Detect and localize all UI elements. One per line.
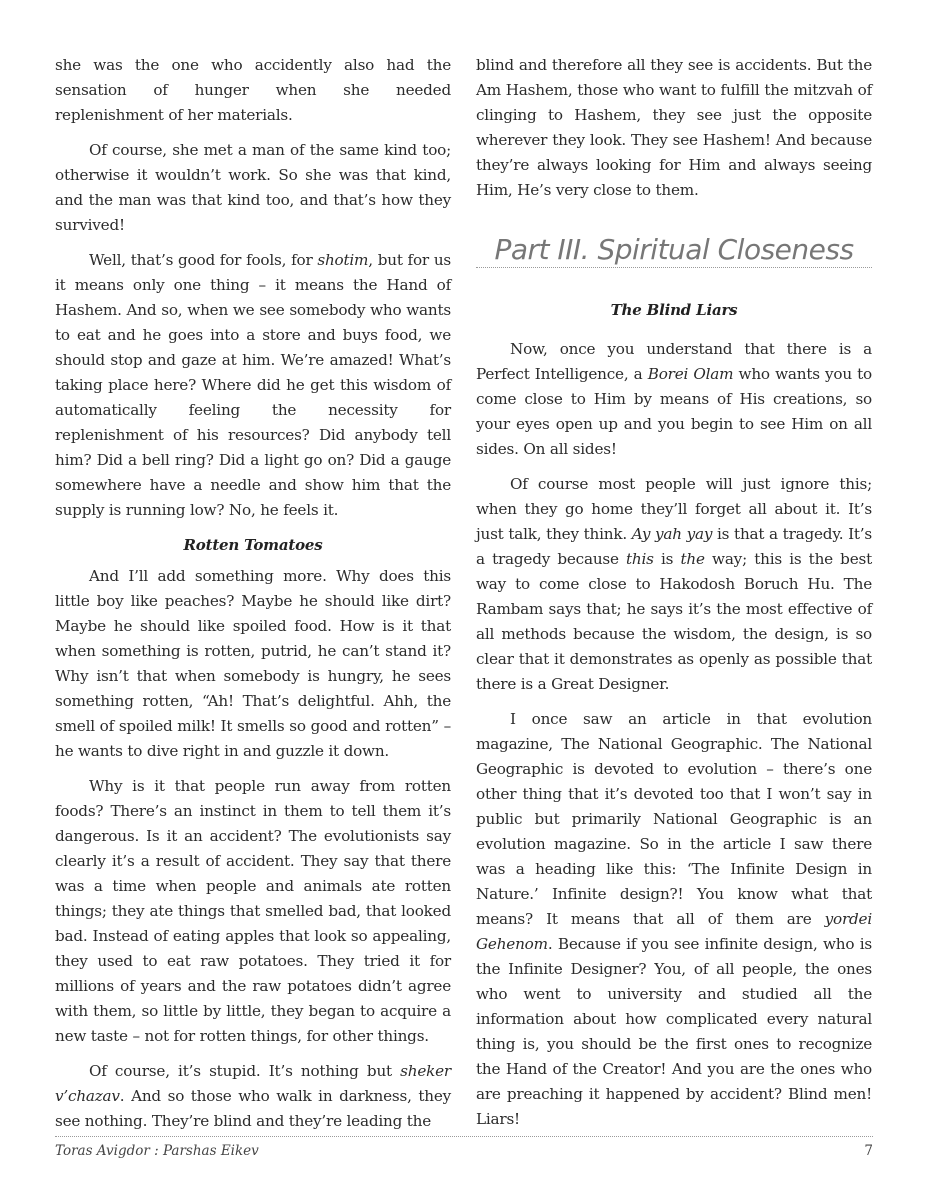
part-title-rule: [476, 267, 872, 268]
paragraph: [476, 472, 872, 697]
right-column: [476, 53, 872, 1132]
subheading-blind-liars: The Blind Liars: [610, 301, 738, 319]
italic-term: the: [680, 550, 705, 568]
footer-text: [55, 1143, 873, 1159]
paragraph: blind and therefore all they see is accidents. But the Am Hashem, those who want to fulfill the mitzvah of clinging to Hashem, they see just the opposite wherever they look. They see Hashem! And because they’re always looking for Him and always seeing Him, He’s very close to them.: [476, 56, 872, 199]
text-run: who wants you to come close to Him by means of His creations, so your eyes open up and you begin to see Him on all sides. On all sides!: [476, 365, 872, 458]
subheading-rotten-tomatoes: Rotten Tomatoes: [183, 536, 323, 554]
paragraph: Of course, she met a man of the same kind too; otherwise it wouldn’t work. So she was that kind, and the man was that kind too, and that’s how they survived!: [55, 141, 451, 234]
paragraph: [55, 248, 451, 523]
text-run: Of course most people will just ignore this; when they go home they’ll forget all about it. It’s just talk, they think.: [476, 475, 872, 543]
text-run: way; this is the best way to come close to Hakodosh Boruch Hu. The Rambam says that; he says it’s the most effective of all methods because the wisdom, the design, is so clear that it demonstrates as openly as possible that there is a Great Designer.: [476, 550, 872, 693]
paragraph: Why is it that people run away from rotten foods? There’s an instinct in them to tell them it’s dangerous. Is it an accident? The evolutionists say clearly it’s a result of accident. They say that there was a time when people and animals ate rotten things; they ate things that smelled bad, that looked bad. Instead of eating apples that look so appealing, they used to eat raw potatoes. They tried it for millions of years and the raw potatoes didn’t agree with them, so little by little, they began to acquire a new taste – not for rotten things, for other things.: [55, 777, 451, 1045]
paragraph: [476, 337, 872, 462]
paragraph: [476, 707, 872, 1132]
text-run: is that a tragedy. It’s a tragedy because: [476, 525, 873, 568]
paragraph: she was the one who accidently also had the sensation of hunger when she needed replenishment of her materials.: [55, 56, 451, 124]
text-run: Of course, it’s stupid. It’s nothing but: [89, 1062, 401, 1080]
page-footer: [55, 1136, 873, 1159]
text-run: . And so those who walk in darkness, they see nothing. They’re blind and they’re leading the: [55, 1087, 451, 1130]
italic-term: shotim: [317, 251, 369, 269]
paragraph: [55, 1059, 451, 1134]
text-run: , but for us it means only one thing – it means the Hand of Hashem. And so, when we see somebody who wants to eat and he goes into a store and buys food, we should stop and gaze at him. We’re amazed! What’s taking place here? Where did he get this wisdom of automatically feeling the necessity for replenishment of his resources? Did anybody tell him? Did a bell ring? Did a light go on? Did a gauge somewhere have a needle and show him that the supply is running low? No, he feels it.: [55, 251, 451, 519]
page-number: 7: [864, 1143, 873, 1159]
italic-term: sheker v’chazav: [55, 1062, 451, 1105]
footer-rule: [55, 1136, 873, 1137]
text-run: Now, once you understand that there is a Perfect Intelligence, a: [476, 340, 872, 383]
text-run: is: [653, 550, 681, 568]
italic-term: yordei Gehenom: [476, 910, 872, 953]
italic-term: Borei Olam: [647, 365, 734, 383]
italic-term: Ay yah yay: [631, 525, 713, 543]
text-run: . Because if you see infinite design, who is the Infinite Designer? You, of all people, the ones who went to university and studied all the information about how complicated every natural thing is, you should be the first ones to recognize the Hand of the Creator! And you are the ones who are preaching it happened by accident? Blind men! Liars!: [476, 935, 872, 1128]
running-title: Toras Avigdor : Parshas Eikev: [55, 1143, 259, 1159]
paragraph: And I’ll add something more. Why does this little boy like peaches? Maybe he should like dirt? Maybe he should like spoiled food. How is it that when something is rotten, putrid, he can’t stand it? Why isn’t that when somebody is hungry, he sees something rotten, “Ah! That’s delightful. Ahh, the smell of spoiled milk! It smells so good and rotten” – he wants to dive right in and guzzle it down.: [55, 567, 451, 760]
text-run: Well, that’s good for fools, for: [89, 251, 318, 269]
part-title: Part III. Spiritual Closeness: [494, 233, 854, 266]
left-column: [55, 53, 451, 1134]
text-run: I once saw an article in that evolution magazine, The National Geographic. The National Geographic is devoted to evolution – there’s one other thing that it’s devoted too that I won’t say in public but primarily National Geographic is an evolution magazine. So in the article I saw there was a heading like this: ‘The Infinite Design in Nature.’ Infinite design?! You know what that means? It means that all of them are: [476, 710, 872, 928]
italic-term: this: [626, 550, 654, 568]
